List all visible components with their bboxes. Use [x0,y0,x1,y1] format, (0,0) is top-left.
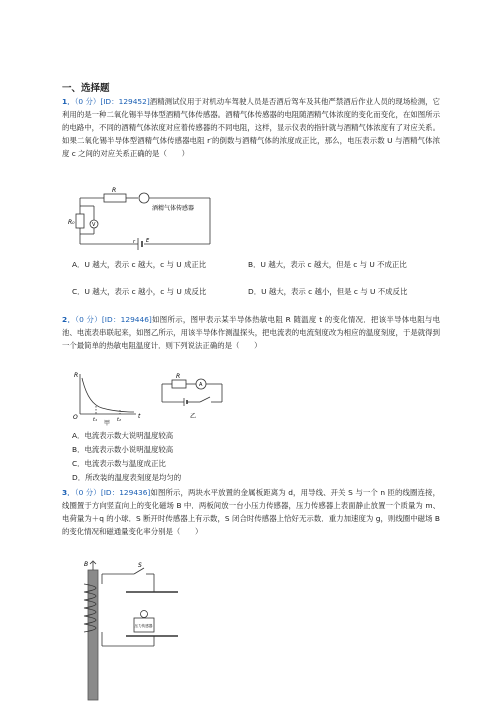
q2-origin: O [73,414,78,421]
q1-label-r: r [133,239,136,245]
q2-t2: t₂ [117,417,121,423]
question-1-text: 酒精测试仪用于对机动车驾驶人员是否酒后驾车及其他严禁酒后作业人员的现场检测，它利用的是一种二氧化锡半导体型酒精气体传感器。酒精气体传感器的电阻随酒精气体浓度的变化而变化，在如图所示的电路中，不同的酒精气体浓度对应着传感器的不同电阻，这样，显示仪表的指针就与酒精气体浓度有了对应关系。如果二氧化锡半导体型酒精气体传感器电阻 r′的倒数与酒精气体的浓度成正比，那么，电压表示数 U 与酒精气体浓度 c 之间的对应关系正确的是（ ） [62,97,440,159]
q1-label-R0: R₀ [68,219,75,226]
q1-option-a: A．U 越大，表示 c 越大，c 与 U 成正比 [72,260,207,269]
q3-apparatus-diagram [74,560,194,702]
q2-label-jia: 甲 [104,420,111,427]
question-1-id: （0 分）[ID：129452] [74,97,150,106]
question-3-number: 3． [62,488,75,497]
q1-option-d: D．U 越大，表示 c 越小，但是 c 与 U 不成反比 [248,287,408,296]
q3-label-sensor: 压力传感器 [134,624,153,628]
q2-option-b: B．电流表示数小说明温度较高 [72,445,174,454]
question-2-number: 2． [62,315,76,324]
q2-t1: t₁ [93,417,97,423]
q2-axis-t: t [138,413,141,420]
q1-circuit-diagram [70,186,220,254]
q2-option-c: C．电流表示数与温度成正比 [72,459,166,468]
question-2-id: （0 分）[ID：129446] [75,315,152,324]
q1-option-c: C．U 越大，表示 c 越小，c 与 U 成反比 [72,287,207,296]
q2-option-d: D．所改装的温度表刻度是均匀的 [72,473,182,482]
question-3-id: （0 分）[ID：129436] [74,488,151,497]
q1-label-V: V [92,222,96,228]
q2-label-R: R [176,373,181,380]
q2-label-yi: 乙 [190,413,197,420]
question-3 [62,486,440,538]
q2-figures [72,370,252,426]
q3-label-S: S [138,562,142,569]
q3-label-B: B [84,561,89,568]
q1-label-sensor: 酒精气体传感器 [152,205,195,212]
question-1-number: 1． [62,97,75,106]
question-2-text: 如图所示，图甲表示某半导体热敏电阻 R 随温度 t 的变化情况．把该半导体电阻与电池、电流表串联起来，如图乙所示，用该半导体作测温探头，把电流表的电流刻度改为相应的温度刻度，于是就得到一个最简单的热敏电阻温度计．则下列说法正确的是（ ） [62,315,440,351]
q2-option-a: A．电流表示数大说明温度较高 [72,431,174,440]
question-2 [62,313,440,352]
q1-label-E: E [146,238,150,244]
q2-label-A: A [199,382,203,388]
question-1 [62,95,440,160]
section-title: 一、选择题 [62,83,110,94]
q1-option-b: B．U 越大，表示 c 越大，但是 c 与 U 不成正比 [248,260,407,269]
q2-axis-R: R [74,372,79,379]
q1-label-R: R [112,187,117,194]
question-3-text: 如图所示，两块水平放置的金属板距离为 d，用导线、开关 S 与一个 n 匝的线圈连接，线圈置于方向竖直向上的变化磁场 B 中．两板间放一台小压力传感器，压力传感器上表面静止放置一个质量为 m、电荷量为＋q 的小球．S 断开时传感器上有示数，S 闭合时传感器上恰好无示数．重力加速度为 g，则线圈中磁场 B 的变化情况和磁通量变化率分别是（ ） [62,488,440,537]
